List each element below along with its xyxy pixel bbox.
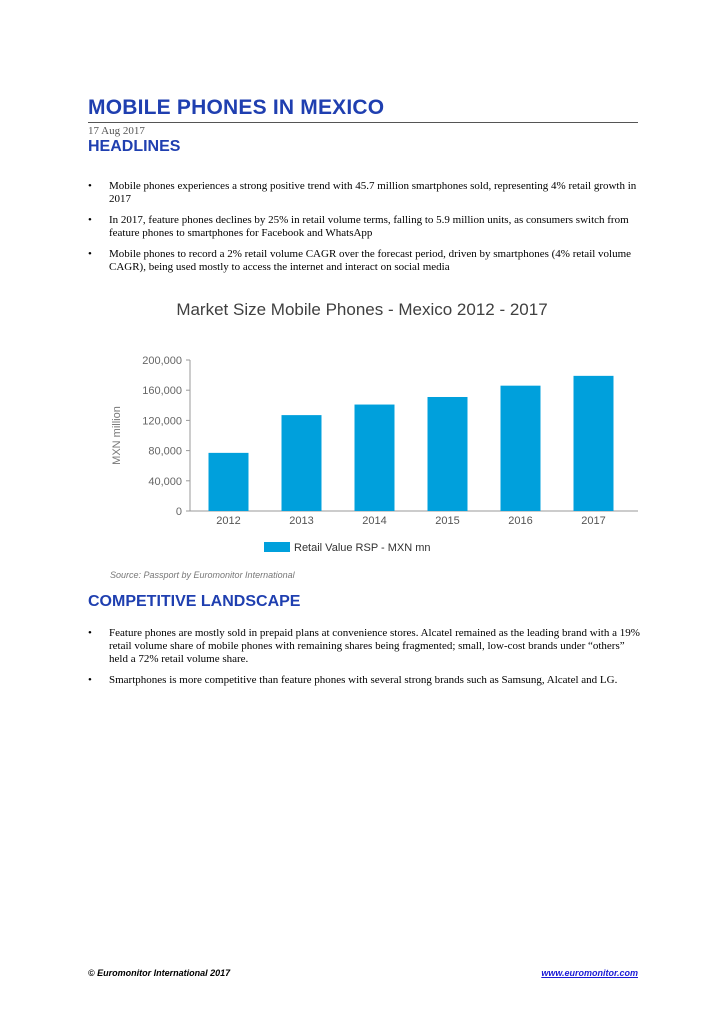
legend-swatch bbox=[264, 542, 290, 552]
title-divider bbox=[88, 122, 638, 123]
bar-2016 bbox=[501, 386, 541, 511]
bullet-glyph: • bbox=[88, 214, 92, 226]
bullet-glyph: • bbox=[88, 627, 92, 639]
footer-copyright: © Euromonitor International 2017 bbox=[88, 968, 231, 978]
headline-bullet bbox=[88, 248, 643, 274]
bar-2017 bbox=[574, 376, 614, 511]
headline-bullet bbox=[88, 214, 643, 240]
x-tick-label: 2017 bbox=[581, 515, 606, 527]
chart-source: Source: Passport by Euromonitor International bbox=[110, 570, 295, 580]
headlines-heading: HEADLINES bbox=[88, 138, 181, 155]
competitive-text: Smartphones is more competitive than feature phones with several strong brands such as Samsung, Alcatel and LG. bbox=[109, 674, 618, 686]
bullet-glyph: • bbox=[88, 674, 92, 686]
y-tick-label: 80,000 bbox=[148, 445, 182, 458]
bullet-glyph: • bbox=[88, 248, 92, 260]
headline-bullet bbox=[88, 180, 643, 206]
y-tick-label: 200,000 bbox=[142, 355, 182, 367]
x-tick-label: 2015 bbox=[435, 515, 460, 527]
document-title: MOBILE PHONES IN MEXICO bbox=[88, 96, 385, 119]
headline-text: In 2017, feature phones declines by 25% in retail volume terms, falling to 5.9 million units, as consumers switch from feature phones to smartphones for Facebook and WhatsApp bbox=[109, 214, 629, 239]
bullet-glyph: • bbox=[88, 180, 92, 192]
headline-text: Mobile phones experiences a strong positive trend with 45.7 million smartphones sold, representing 4% retail growth in 2017 bbox=[109, 180, 637, 205]
chart-title: Market Size Mobile Phones - Mexico 2012 - 2017 bbox=[176, 300, 548, 319]
legend-label: Retail Value RSP - MXN mn bbox=[294, 542, 431, 554]
y-tick-label: 40,000 bbox=[148, 475, 182, 488]
competitive-text: Feature phones are mostly sold in prepaid plans at convenience stores. Alcatel remained as the leading brand with a 19% retail volume share of mobile phones with remaining shares being fragmented; small, low-cost brands under “others” held a 72% retail volume share. bbox=[109, 627, 640, 665]
y-axis-label: MXN million bbox=[111, 406, 123, 465]
competitive-heading: COMPETITIVE LANDSCAPE bbox=[88, 593, 301, 610]
bar-2012 bbox=[209, 453, 249, 511]
competitive-bullet bbox=[88, 674, 643, 687]
bar-2013 bbox=[282, 415, 322, 511]
y-tick-label: 120,000 bbox=[142, 415, 182, 428]
competitive-bullet bbox=[88, 627, 643, 666]
competitive-list bbox=[88, 627, 643, 695]
x-tick-label: 2016 bbox=[508, 515, 533, 527]
x-tick-label: 2012 bbox=[216, 515, 241, 527]
bar-2014 bbox=[355, 405, 395, 511]
publish-date: 17 Aug 2017 bbox=[88, 125, 145, 137]
y-tick-label: 160,000 bbox=[142, 385, 182, 398]
x-tick-label: 2013 bbox=[289, 515, 314, 527]
bar-2015 bbox=[428, 397, 468, 511]
market-size-bar-chart bbox=[0, 340, 724, 570]
x-tick-label: 2014 bbox=[362, 515, 387, 527]
headline-text: Mobile phones to record a 2% retail volume CAGR over the forecast period, driven by smartphones (4% retail volume CAGR), being used mostly to access the internet and interact on social media bbox=[109, 248, 632, 273]
y-tick-label: 0 bbox=[175, 506, 182, 518]
headlines-list bbox=[88, 180, 643, 282]
footer-link[interactable]: www.euromonitor.com bbox=[541, 968, 638, 978]
